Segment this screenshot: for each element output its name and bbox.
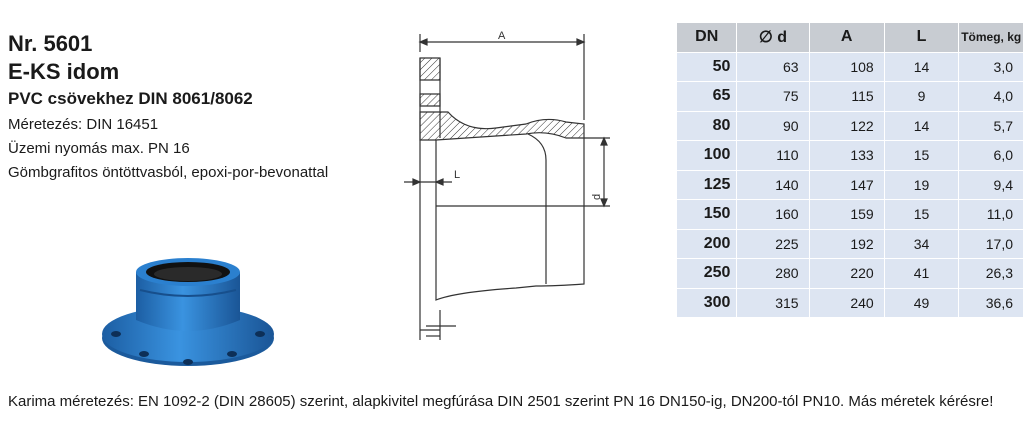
cell-l: 49 [884,288,959,318]
cell-weight: 36,6 [959,288,1024,318]
header-a: A [809,23,884,53]
cell-dn: 250 [677,259,737,289]
table-row [677,229,1024,259]
table-row [677,82,1024,112]
cell-dn: 50 [677,52,737,82]
table-row [677,111,1024,141]
cell-diameter: 140 [737,170,809,200]
cell-a: 240 [809,288,884,318]
cell-a: 122 [809,111,884,141]
cell-diameter: 280 [737,259,809,289]
cell-a: 133 [809,141,884,171]
cell-weight: 9,4 [959,170,1024,200]
cell-weight: 6,0 [959,141,1024,171]
footnote: Karima méretezés: EN 1092-2 (DIN 28605) szerint, alapkivitel megfúrása DIN 2501 szerint PN 16 DN150-ig, DN200-tól PN10. Más méretek kérésre! [8,393,994,410]
cell-a: 192 [809,229,884,259]
cell-a: 159 [809,200,884,230]
cell-diameter: 90 [737,111,809,141]
table-row [677,288,1024,318]
cell-weight: 4,0 [959,82,1024,112]
cell-diameter: 315 [737,288,809,318]
cell-dn: 100 [677,141,737,171]
table-row [677,170,1024,200]
cell-dn: 125 [677,170,737,200]
table-row [677,141,1024,171]
cell-l: 9 [884,82,959,112]
cell-l: 14 [884,52,959,82]
header-dn: DN [677,23,737,53]
spec-standard: Méretezés: DIN 16451 [8,116,159,133]
cell-diameter: 63 [737,52,809,82]
cell-l: 34 [884,229,959,259]
dimension-d-label: d [591,193,603,200]
product-photo [98,250,278,370]
spec-pressure: Üzemi nyomás max. PN 16 [8,140,190,157]
cell-diameter: 225 [737,229,809,259]
cell-l: 19 [884,170,959,200]
cell-l: 15 [884,200,959,230]
cell-diameter: 160 [737,200,809,230]
header-weight: Tömeg, kg [959,23,1024,53]
cell-l: 41 [884,259,959,289]
cell-l: 15 [884,141,959,171]
cell-weight: 26,3 [959,259,1024,289]
table-row [677,200,1024,230]
table-row [677,259,1024,289]
header-diameter: ∅ d [737,23,809,53]
cell-weight: 5,7 [959,111,1024,141]
cell-l: 14 [884,111,959,141]
cell-diameter: 110 [737,141,809,171]
product-name: E-KS idom [8,59,120,84]
table-header-row [677,23,1024,53]
cell-dn: 150 [677,200,737,230]
technical-drawing [396,30,626,340]
dimension-l-label: L [454,169,461,181]
cell-a: 147 [809,170,884,200]
cell-weight: 11,0 [959,200,1024,230]
product-description [8,30,368,181]
dimension-table [676,22,1024,318]
cell-weight: 17,0 [959,229,1024,259]
table-row [677,52,1024,82]
cell-diameter: 75 [737,82,809,112]
product-subtitle: PVC csövekhez DIN 8061/8062 [8,89,253,108]
product-number: Nr. 5601 [8,31,93,56]
cell-dn: 200 [677,229,737,259]
spec-material: Gömbgrafitos öntöttvasból, epoxi-por-bevonattal [8,164,329,181]
cell-dn: 65 [677,82,737,112]
cell-dn: 80 [677,111,737,141]
cell-dn: 300 [677,288,737,318]
cell-a: 108 [809,52,884,82]
header-l: L [884,23,959,53]
cell-a: 220 [809,259,884,289]
dimension-a-label: A [498,30,506,42]
cell-a: 115 [809,82,884,112]
cell-weight: 3,0 [959,52,1024,82]
